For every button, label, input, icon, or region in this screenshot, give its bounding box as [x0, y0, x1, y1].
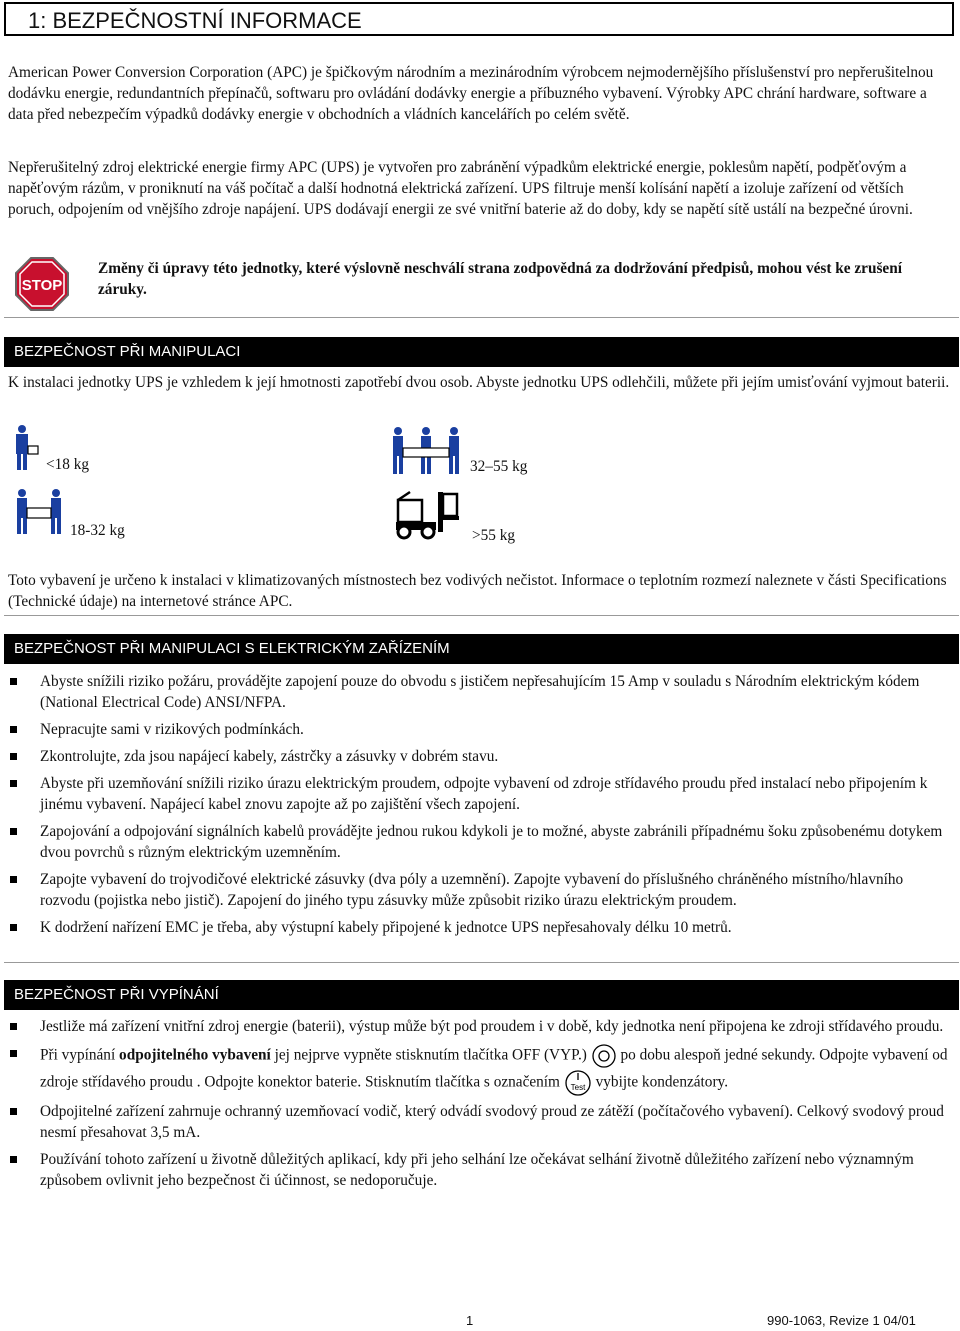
list-item: Jestliže má zařízení vnitřní zdroj energie (baterii), výstup může být pod proudem i v době, kdy jednotka není připojena ke zdroji střídavého proudu.	[8, 1016, 952, 1037]
power-off-button-icon	[591, 1043, 617, 1069]
electrical-list	[8, 671, 952, 944]
divider	[4, 615, 959, 616]
intro-paragraph-1: American Power Conversion Corporation (APC) je špičkovým národním a mezinárodním výrobcem nejmodernějšího příslušenství pro nepřerušitelnou dodávku energie, redundantních přepínačů, softwaru pro ovládání dodávky energie a příbuzného vybavení. Výrobky APC chrání hardware, software a data před nebezpečím výpadků dodávky energie v obchodních a vládních kancelářích po celém světě.	[8, 64, 934, 123]
text-segment: Při vypínání	[40, 1046, 120, 1064]
list-item: Abyste při uzemňování snížili riziko úrazu elektrickým proudem, odpojte vybavení od zdroje střídavého proudu před instalací nebo připojením k jinému vybavení. Napájecí kabel znovu zapojte až po zajištění všech zapojení.	[8, 773, 952, 815]
page-number: 1	[466, 1313, 474, 1328]
test-button-label: Test	[570, 1083, 586, 1092]
text-segment: po dobu alespoň jedné sekundy. Odpojte vybavení od zdroje střídavého proudu . Odpojte konektor baterie. Stisknutím tlačítka s označením	[40, 1046, 948, 1091]
text-segment: vybijte kondenzátory.	[591, 1073, 729, 1091]
list-item: K dodržení nařízení EMC je třeba, aby výstupní kabely připojené k jednotce UPS nepřesahovaly délku 10 metrů.	[8, 917, 952, 938]
shutdown-list	[8, 1016, 952, 1197]
list-item: Zkontrolujte, zda jsou napájecí kabely, zástrčky a zásuvky v dobrém stavu.	[8, 746, 952, 767]
test-button-icon	[564, 1069, 592, 1097]
section-shutdown-header: BEZPEČNOST PŘI VYPÍNÁNÍ	[4, 980, 959, 1010]
divider	[4, 317, 959, 318]
weight-label-4: >55 kg	[472, 527, 516, 544]
weight-label-3: 32–55 kg	[470, 458, 528, 475]
section-handling-header: BEZPEČNOST PŘI MANIPULACI	[4, 337, 959, 367]
list-item: Nepracujte sami v rizikových podmínkách.	[8, 719, 952, 740]
section-title-box	[4, 2, 954, 36]
document-reference: 990-1063, Revize 1 04/01	[767, 1313, 916, 1328]
two-person-lift-icon	[14, 488, 64, 536]
environment-paragraph: Toto vybavení je určeno k instalaci v klimatizovaných místnostech bez vodivých nečistot. Informace o teplotním rozmezí naleznete v části Specifications (Technické údaje) na internetové stránce APC.	[8, 572, 947, 610]
list-item: Abyste snížili riziko požáru, provádějte zapojení pouze do obvodu s jističem nepřesahujícím 15 Amp v souladu s Národním elektrickým kódem (National Electrical Code) ANSI/NFPA.	[8, 671, 952, 713]
handling-paragraph: K instalaci jednotky UPS je vzhledem k její hmotnosti zapotřebí dvou osob. Abyste jednotku UPS odlehčili, můžete při jejím umisťování vyjmout baterii.	[8, 374, 950, 391]
intro-paragraph-2: Nepřerušitelný zdroj elektrické energie firmy APC (UPS) je vytvořen pro zabránění výpadkům elektrické energie, poklesům napětí, podpěťovým a napěťovým rázům, v proniknutí na váš počítač a další hodnotná elektrická zařízení. UPS filtruje menší kolísání napětí a izoluje zařízení od větších poruch, odpojením od vnějšího zdroje napájení. UPS dodávají energii ze své vnitřní baterie až do doby, kdy se napětí sítě ustálí na bezpečné úrovni.	[8, 159, 913, 218]
stop-sign-icon	[14, 256, 70, 312]
section-electrical-header: BEZPEČNOST PŘI MANIPULACI S ELEKTRICKÝM ZAŘÍZENÍM	[4, 634, 959, 664]
list-item: Používání tohoto zařízení u životně důležitých aplikací, kdy při jeho selhání lze očekávat selhání životně důležitého zařízení nebo významným způsobem ovlivnit jeho bezpečnost či účinnost, se nedoporučuje.	[8, 1149, 952, 1191]
warranty-warning: Změny či úpravy této jednotky, které výslovně neschválí strana zodpovědná za dodržování předpisů, mohou vést ke zrušení záruky.	[98, 260, 902, 298]
forklift-icon	[392, 490, 464, 540]
text-segment: jej nejprve vypněte stisknutím tlačítka OFF (VYP.)	[270, 1046, 591, 1064]
weight-label-1: <18 kg	[46, 456, 90, 473]
weight-label-2: 18-32 kg	[70, 522, 125, 539]
page-title: 1: BEZPEČNOSTNÍ INFORMACE	[28, 8, 362, 33]
divider	[4, 962, 959, 963]
list-item: Zapojování a odpojování signálních kabelů provádějte jednou rukou kdykoli je to možné, abyste zabránili případnému šoku způsobenému dotykem dvou povrchů s různým elektrickým uzemněním.	[8, 821, 952, 863]
three-person-lift-icon	[390, 426, 462, 476]
bold-term: odpojitelného vybavení	[119, 1046, 271, 1064]
list-item	[8, 1043, 952, 1097]
list-item: Odpojitelné zařízení zahrnuje ochranný uzemňovací vodič, který odvádí svodový proud ze zátěží (počítačového vybavení). Celkový svodový proud nesmí přesahovat 3,5 mA.	[8, 1101, 952, 1143]
list-item: Zapojte vybavení do trojvodičové elektrické zásuvky (dva póly a uzemnění). Zapojte vybavení do příslušného chráněného místního/hlavního rozvodu (pojistka nebo jistič). Zapojení do jiného typu zásuvky může způsobit riziko úrazu elektrickým proudem.	[8, 869, 952, 911]
one-person-lift-icon	[12, 424, 40, 472]
stop-sign-text: STOP	[21, 277, 63, 294]
